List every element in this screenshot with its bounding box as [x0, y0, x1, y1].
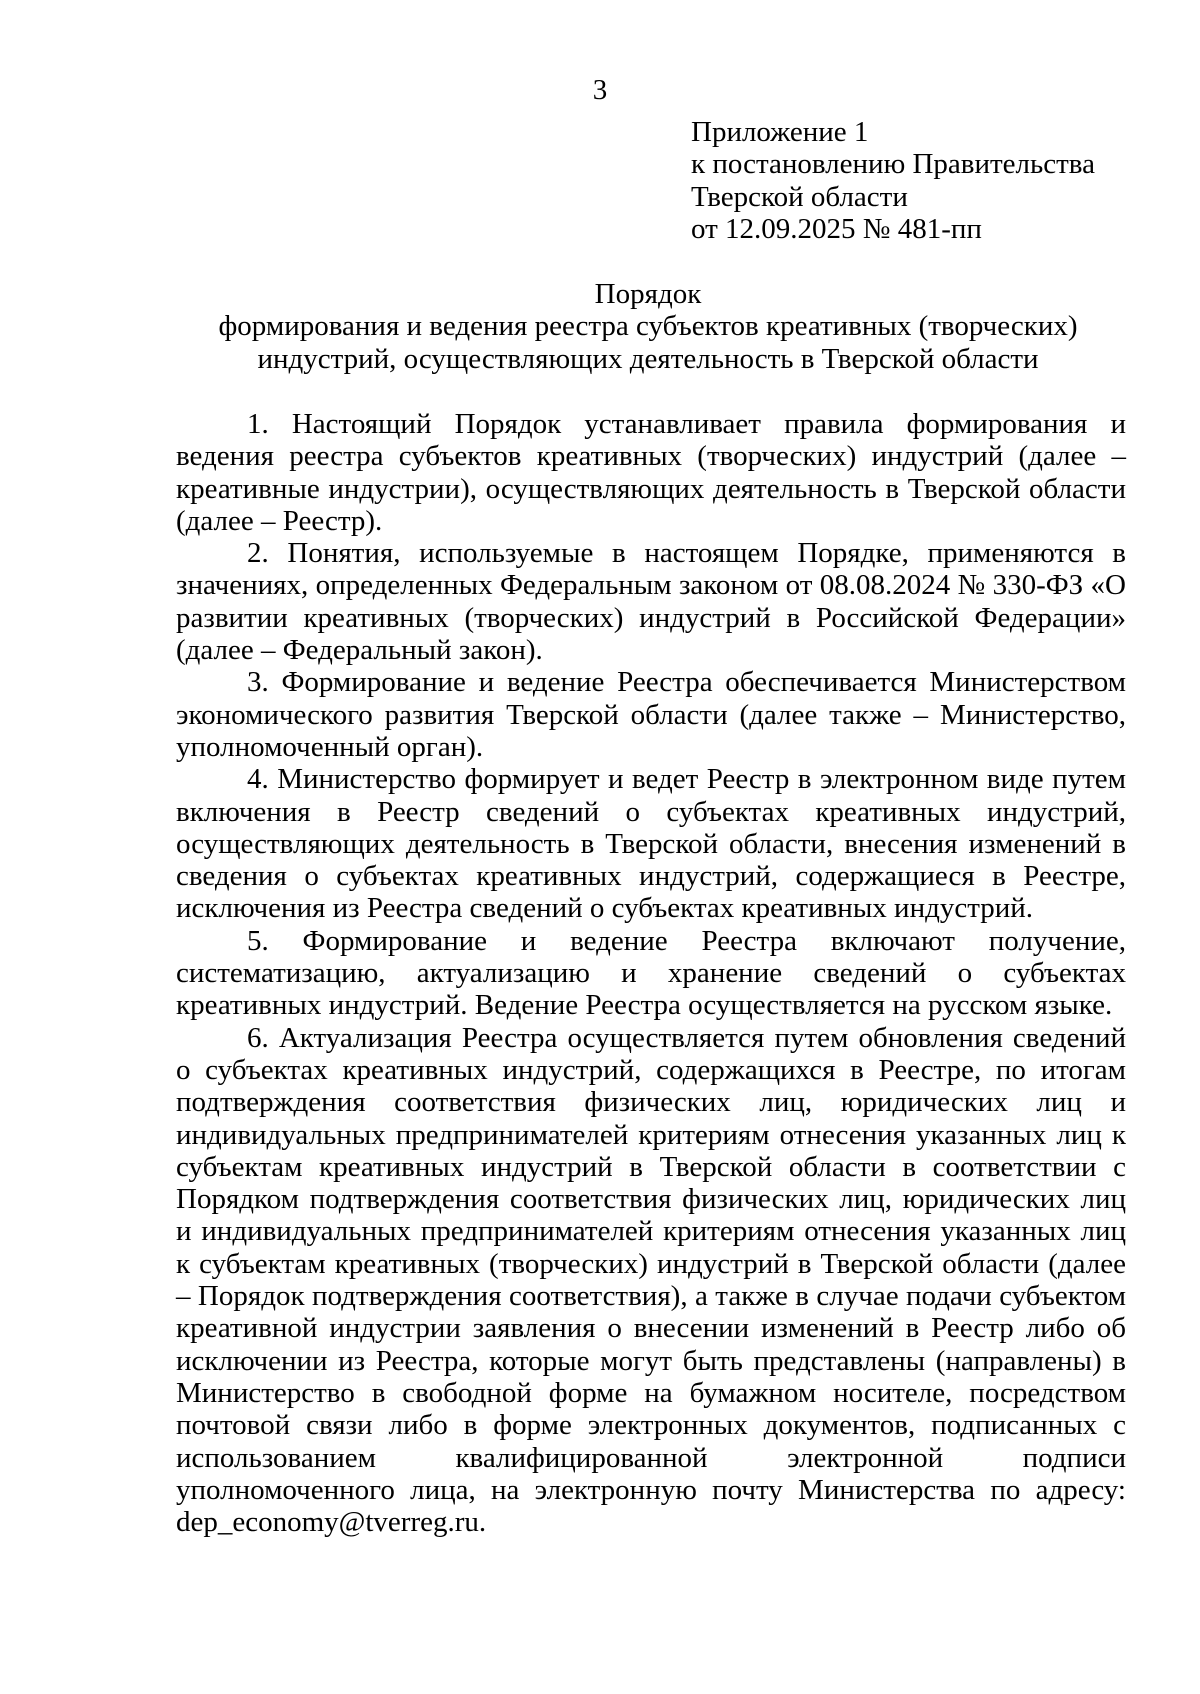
- title-line-3: индустрий, осуществляющих деятельность в Тверской области: [257, 342, 1039, 375]
- appendix-date: от 12.09.2025 № 481-пп: [691, 212, 982, 245]
- document-title: [170, 278, 1126, 375]
- appendix-region: Тверской области: [691, 180, 908, 213]
- paragraph-4: 4. Министерство формирует и ведет Реестр в электронном виде путем включения в Реестр сведений о субъектах креативных индустрий, осуществляющих деятельность в Тверской области, внесения изменений в сведения о субъектах креативных индустрий, содержащиеся в Реестре, исключения из Реестра сведений о субъектах креативных индустрий.: [176, 763, 1126, 925]
- paragraph-5: 5. Формирование и ведение Реестра включают получение, систематизацию, актуализацию и хранение сведений о субъектах креативных индустрий. Ведение Реестра осуществляется на русском языке.: [176, 924, 1126, 1022]
- paragraph-1: 1. Настоящий Порядок устанавливает правила формирования и ведения реестра субъектов креативных (творческих) индустрий (далее – креативные индустрии), осуществляющих деятельность в Тверской области (далее – Реестр).: [176, 408, 1126, 537]
- page-number: 3: [592, 74, 608, 106]
- appendix-number: Приложение 1: [691, 116, 869, 148]
- document-body: [176, 408, 1126, 1538]
- title-line-2: формирования и ведения реестра субъектов креативных (творческих): [218, 310, 1078, 343]
- paragraph-6: 6. Актуализация Реестра осуществляется путем обновления сведений о субъектах креативных индустрий, содержащихся в Реестре, по итогам подтверждения соответствия физических лиц, юридических лиц и индивидуальных предпринимателей критериям отнесения указанных лиц к субъектам креативных индустрий в Тверской области в соответствии с Порядком подтверждения соответствия физических лиц, юридических лиц и индивидуальных предпринимателей критериям отнесения указанных лиц к субъектам креативных (творческих) индустрий в Тверской области (далее – Порядок подтверждения соответствия), а также в случае подачи субъектом креативной индустрии заявления о внесении изменений в Реестр либо об исключении из Реестра, которые могут быть представлены (направлены) в Министерство в свободной форме на бумажном носителе, посредством почтовой связи либо в форме электронных документов, подписанных с использованием квалифицированной электронной подписи уполномоченного лица, на электронную почту Министерства по адресу: dep_economy@tverreg.ru.: [176, 1021, 1126, 1539]
- paragraph-3: 3. Формирование и ведение Реестра обеспечивается Министерством экономического развития Тверской области (далее также – Министерство, уполномоченный орган).: [176, 666, 1126, 763]
- paragraph-2: 2. Понятия, используемые в настоящем Порядке, применяются в значениях, определенных Федеральным законом от 08.08.2024 № 330-ФЗ «О развитии креативных (творческих) индустрий в Российской Федерации» (далее – Федеральный закон).: [176, 537, 1126, 667]
- appendix-header: [691, 116, 1171, 245]
- title-line-1: Порядок: [594, 278, 702, 310]
- appendix-reference: к постановлению Правительства: [691, 148, 1095, 181]
